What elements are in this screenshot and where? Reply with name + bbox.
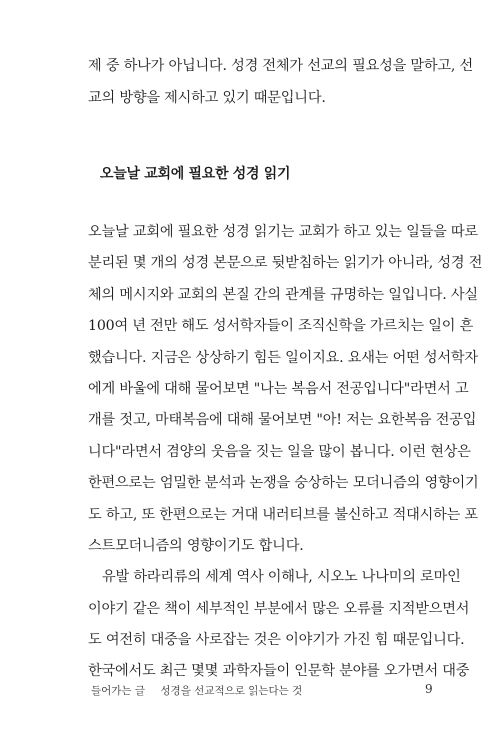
text-line: 에게 바울에 대해 물어보면 "나는 복음서 전공입니다"라면서 고: [88, 380, 469, 397]
text-line: 오늘날 교회에 필요한 성경 읽기는 교회가 하고 있는 일들을 따로: [88, 224, 478, 240]
footer-title: 성경을 선교적으로 읽는다는 것: [160, 685, 303, 697]
body-text: [88, 224, 483, 695]
text-line: 도 여전히 대중을 사로잡는 것은 이야기가 가진 힘 때문입니다.: [88, 632, 465, 649]
text-line: 제 중 하나가 아닙니다. 성경 전체가 선교의 필요성을 말하고, 선: [88, 58, 474, 74]
text-line: 했습니다. 지금은 상상하기 힘든 일이지요. 요새는 어떤 성서학자: [88, 349, 478, 366]
text-line: 분리된 몇 개의 성경 본문으로 뒷받침하는 읽기가 아니라, 성경 전: [88, 255, 483, 272]
text-line: 이야기 같은 책이 세부적인 부분에서 많은 오류를 지적받으면서: [88, 600, 470, 617]
text-line: 유발 하라리류의 세계 역사 이해나, 시오노 나나미의 로마인: [102, 569, 461, 586]
top-paragraph: [88, 58, 474, 122]
text-line: 니다"라면서 겸양의 웃음을 짓는 일을 많이 봅니다. 이런 현상은: [88, 443, 471, 460]
text-line: 개를 젓고, 마태복음에 대해 물어보면 "아! 저는 요한복음 전공입: [88, 412, 477, 429]
section-heading: 오늘날 교회에 필요한 성경 읽기: [100, 166, 291, 182]
running-footer: [91, 683, 411, 698]
page-number: 9: [425, 682, 433, 696]
text-line: 체의 메시지와 교회의 본질 간의 관계를 규명하는 일입니다. 사실: [88, 286, 478, 303]
footer-section: 들어가는 글: [91, 685, 146, 697]
text-line: 한국에서도 최근 몇몇 과학자들이 인문학 분야를 오가면서 대중: [88, 663, 470, 680]
text-line: 도 하고, 또 한편으로는 거대 내러티브를 불신하고 적대시하는 포: [88, 506, 478, 523]
text-line: 스트모더니즘의 영향이기도 합니다.: [88, 537, 304, 554]
text-line: 한편으로는 엄밀한 분석과 논쟁을 숭상하는 모더니즘의 영향이기: [88, 475, 479, 492]
text-line: 교의 방향을 제시하고 있기 때문입니다.: [88, 90, 326, 106]
text-line: 100여 년 전만 해도 성서학자들이 조직신학을 가르치는 일이 흔: [88, 318, 474, 335]
